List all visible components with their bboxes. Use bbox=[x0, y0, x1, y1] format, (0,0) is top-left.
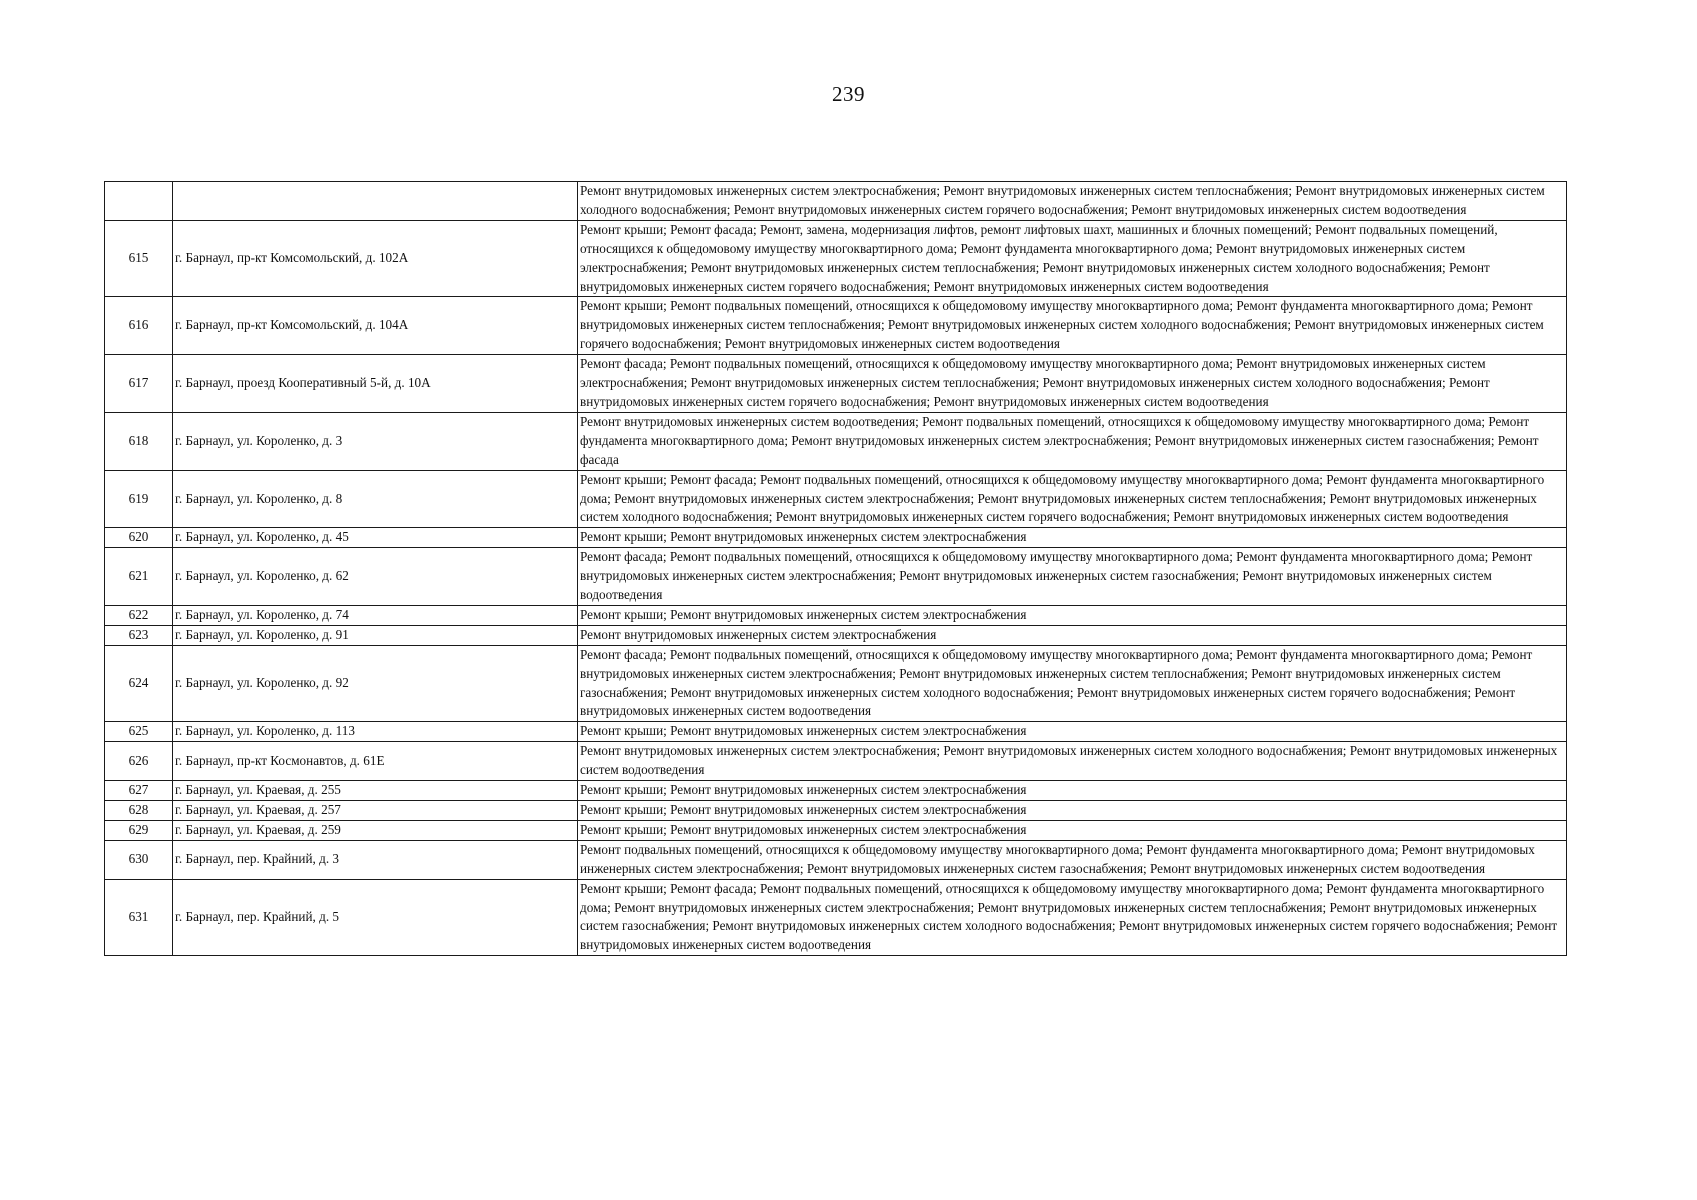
row-address bbox=[173, 182, 578, 221]
table-row bbox=[105, 220, 1567, 297]
row-works: Ремонт крыши; Ремонт внутридомовых инженерных систем электроснабжения bbox=[578, 781, 1567, 801]
row-number: 629 bbox=[105, 820, 173, 840]
row-works: Ремонт внутридомовых инженерных систем электроснабжения; Ремонт внутридомовых инженерных систем теплоснабжения; Ремонт внутридомовых инженерных систем холодного водоснабжения; Ремонт внутридомовых инженерных систем горячего водоснабжения; Ремонт внутридомовых инженерных систем водоотведения bbox=[578, 182, 1567, 221]
row-number: 627 bbox=[105, 781, 173, 801]
row-number: 617 bbox=[105, 355, 173, 413]
row-works: Ремонт крыши; Ремонт внутридомовых инженерных систем электроснабжения bbox=[578, 722, 1567, 742]
row-number: 619 bbox=[105, 470, 173, 528]
row-works: Ремонт крыши; Ремонт внутридомовых инженерных систем электроснабжения bbox=[578, 528, 1567, 548]
row-address: г. Барнаул, ул. Короленко, д. 91 bbox=[173, 625, 578, 645]
row-address: г. Барнаул, ул. Короленко, д. 3 bbox=[173, 412, 578, 470]
table-row bbox=[105, 820, 1567, 840]
row-works: Ремонт фасада; Ремонт подвальных помещений, относящихся к общедомовому имуществу многоквартирного дома; Ремонт внутридомовых инженерных систем электроснабжения; Ремонт внутридомовых инженерных систем теплоснабжения; Ремонт внутридомовых инженерных систем холодного водоснабжения; Ремонт внутридомовых инженерных систем горячего водоснабжения; Ремонт внутридомовых инженерных систем водоотведения bbox=[578, 355, 1567, 413]
row-works: Ремонт подвальных помещений, относящихся к общедомовому имуществу многоквартирного дома; Ремонт фундамента многоквартирного дома; Ремонт внутридомовых инженерных систем электроснабжения; Ремонт внутридомовых инженерных систем газоснабжения; Ремонт внутридомовых инженерных систем водоотведения bbox=[578, 840, 1567, 879]
table-row bbox=[105, 840, 1567, 879]
row-address: г. Барнаул, пр-кт Космонавтов, д. 61Е bbox=[173, 742, 578, 781]
table-row bbox=[105, 528, 1567, 548]
works-table bbox=[104, 181, 1567, 956]
row-number: 618 bbox=[105, 412, 173, 470]
row-works: Ремонт крыши; Ремонт внутридомовых инженерных систем электроснабжения bbox=[578, 820, 1567, 840]
table-row bbox=[105, 742, 1567, 781]
row-works: Ремонт крыши; Ремонт фасада; Ремонт, замена, модернизация лифтов, ремонт лифтовых шахт, машинных и блочных помещений; Ремонт подвальных помещений, относящихся к общедомовому имуществу многоквартирного дома; Ремонт фундамента многоквартирного дома; Ремонт внутридомовых инженерных систем электроснабжения; Ремонт внутридомовых инженерных систем теплоснабжения; Ремонт внутридомовых инженерных систем холодного водоснабжения; Ремонт внутридомовых инженерных систем горячего водоснабжения; Ремонт внутридомовых инженерных систем водоотведения bbox=[578, 220, 1567, 297]
row-address: г. Барнаул, пер. Крайний, д. 3 bbox=[173, 840, 578, 879]
row-address: г. Барнаул, пр-кт Комсомольский, д. 104А bbox=[173, 297, 578, 355]
table-row bbox=[105, 548, 1567, 606]
row-address: г. Барнаул, ул. Короленко, д. 92 bbox=[173, 645, 578, 722]
row-works: Ремонт крыши; Ремонт фасада; Ремонт подвальных помещений, относящихся к общедомовому имуществу многоквартирного дома; Ремонт фундамента многоквартирного дома; Ремонт внутридомовых инженерных систем электроснабжения; Ремонт внутридомовых инженерных систем теплоснабжения; Ремонт внутридомовых инженерных систем холодного водоснабжения; Ремонт внутридомовых инженерных систем горячего водоснабжения; Ремонт внутридомовых инженерных систем водоотведения bbox=[578, 470, 1567, 528]
table-row bbox=[105, 801, 1567, 821]
row-number: 621 bbox=[105, 548, 173, 606]
row-address: г. Барнаул, пр-кт Комсомольский, д. 102А bbox=[173, 220, 578, 297]
table-row bbox=[105, 625, 1567, 645]
row-works: Ремонт внутридомовых инженерных систем водоотведения; Ремонт подвальных помещений, относящихся к общедомовому имуществу многоквартирного дома; Ремонт фундамента многоквартирного дома; Ремонт внутридомовых инженерных систем электроснабжения; Ремонт внутридомовых инженерных систем газоснабжения; Ремонт фасада bbox=[578, 412, 1567, 470]
table-row bbox=[105, 645, 1567, 722]
row-number: 616 bbox=[105, 297, 173, 355]
row-address: г. Барнаул, проезд Кооперативный 5-й, д. 10А bbox=[173, 355, 578, 413]
table-row bbox=[105, 722, 1567, 742]
table-body bbox=[105, 182, 1567, 956]
row-number: 626 bbox=[105, 742, 173, 781]
row-address: г. Барнаул, ул. Краевая, д. 259 bbox=[173, 820, 578, 840]
row-address: г. Барнаул, ул. Короленко, д. 8 bbox=[173, 470, 578, 528]
row-number bbox=[105, 182, 173, 221]
row-works: Ремонт крыши; Ремонт внутридомовых инженерных систем электроснабжения bbox=[578, 605, 1567, 625]
row-number: 623 bbox=[105, 625, 173, 645]
row-number: 615 bbox=[105, 220, 173, 297]
row-number: 628 bbox=[105, 801, 173, 821]
table-row bbox=[105, 605, 1567, 625]
row-works: Ремонт фасада; Ремонт подвальных помещений, относящихся к общедомовому имуществу многоквартирного дома; Ремонт фундамента многоквартирного дома; Ремонт внутридомовых инженерных систем электроснабжения; Ремонт внутридомовых инженерных систем теплоснабжения; Ремонт внутридомовых инженерных систем газоснабжения; Ремонт внутридомовых инженерных систем холодного водоснабжения; Ремонт внутридомовых инженерных систем горячего водоснабжения; Ремонт внутридомовых инженерных систем водоотведения bbox=[578, 645, 1567, 722]
row-number: 620 bbox=[105, 528, 173, 548]
page-number: 239 bbox=[832, 82, 865, 106]
row-number: 624 bbox=[105, 645, 173, 722]
row-address: г. Барнаул, ул. Краевая, д. 257 bbox=[173, 801, 578, 821]
row-works: Ремонт фасада; Ремонт подвальных помещений, относящихся к общедомовому имуществу многоквартирного дома; Ремонт фундамента многоквартирного дома; Ремонт внутридомовых инженерных систем электроснабжения; Ремонт внутридомовых инженерных систем газоснабжения; Ремонт внутридомовых инженерных систем водоотведения bbox=[578, 548, 1567, 606]
row-works: Ремонт внутридомовых инженерных систем электроснабжения; Ремонт внутридомовых инженерных систем холодного водоснабжения; Ремонт внутридомовых инженерных систем водоотведения bbox=[578, 742, 1567, 781]
row-works: Ремонт крыши; Ремонт подвальных помещений, относящихся к общедомовому имуществу многоквартирного дома; Ремонт фундамента многоквартирного дома; Ремонт внутридомовых инженерных систем теплоснабжения; Ремонт внутридомовых инженерных систем холодного водоснабжения; Ремонт внутридомовых инженерных систем горячего водоснабжения; Ремонт внутридомовых инженерных систем водоотведения bbox=[578, 297, 1567, 355]
row-works: Ремонт внутридомовых инженерных систем электроснабжения bbox=[578, 625, 1567, 645]
row-number: 622 bbox=[105, 605, 173, 625]
table-row bbox=[105, 781, 1567, 801]
row-number: 625 bbox=[105, 722, 173, 742]
row-address: г. Барнаул, ул. Краевая, д. 255 bbox=[173, 781, 578, 801]
row-works: Ремонт крыши; Ремонт фасада; Ремонт подвальных помещений, относящихся к общедомовому имуществу многоквартирного дома; Ремонт фундамента многоквартирного дома; Ремонт внутридомовых инженерных систем электроснабжения; Ремонт внутридомовых инженерных систем теплоснабжения; Ремонт внутридомовых инженерных систем газоснабжения; Ремонт внутридомовых инженерных систем холодного водоснабжения; Ремонт внутридомовых инженерных систем горячего водоснабжения; Ремонт внутридомовых инженерных систем водоотведения bbox=[578, 879, 1567, 956]
table-row bbox=[105, 182, 1567, 221]
row-address: г. Барнаул, ул. Короленко, д. 45 bbox=[173, 528, 578, 548]
table-row bbox=[105, 355, 1567, 413]
row-works: Ремонт крыши; Ремонт внутридомовых инженерных систем электроснабжения bbox=[578, 801, 1567, 821]
row-number: 631 bbox=[105, 879, 173, 956]
table-row bbox=[105, 879, 1567, 956]
table-row bbox=[105, 412, 1567, 470]
table-row bbox=[105, 297, 1567, 355]
row-address: г. Барнаул, пер. Крайний, д. 5 bbox=[173, 879, 578, 956]
row-address: г. Барнаул, ул. Короленко, д. 74 bbox=[173, 605, 578, 625]
row-number: 630 bbox=[105, 840, 173, 879]
table-row bbox=[105, 470, 1567, 528]
row-address: г. Барнаул, ул. Короленко, д. 62 bbox=[173, 548, 578, 606]
row-address: г. Барнаул, ул. Короленко, д. 113 bbox=[173, 722, 578, 742]
